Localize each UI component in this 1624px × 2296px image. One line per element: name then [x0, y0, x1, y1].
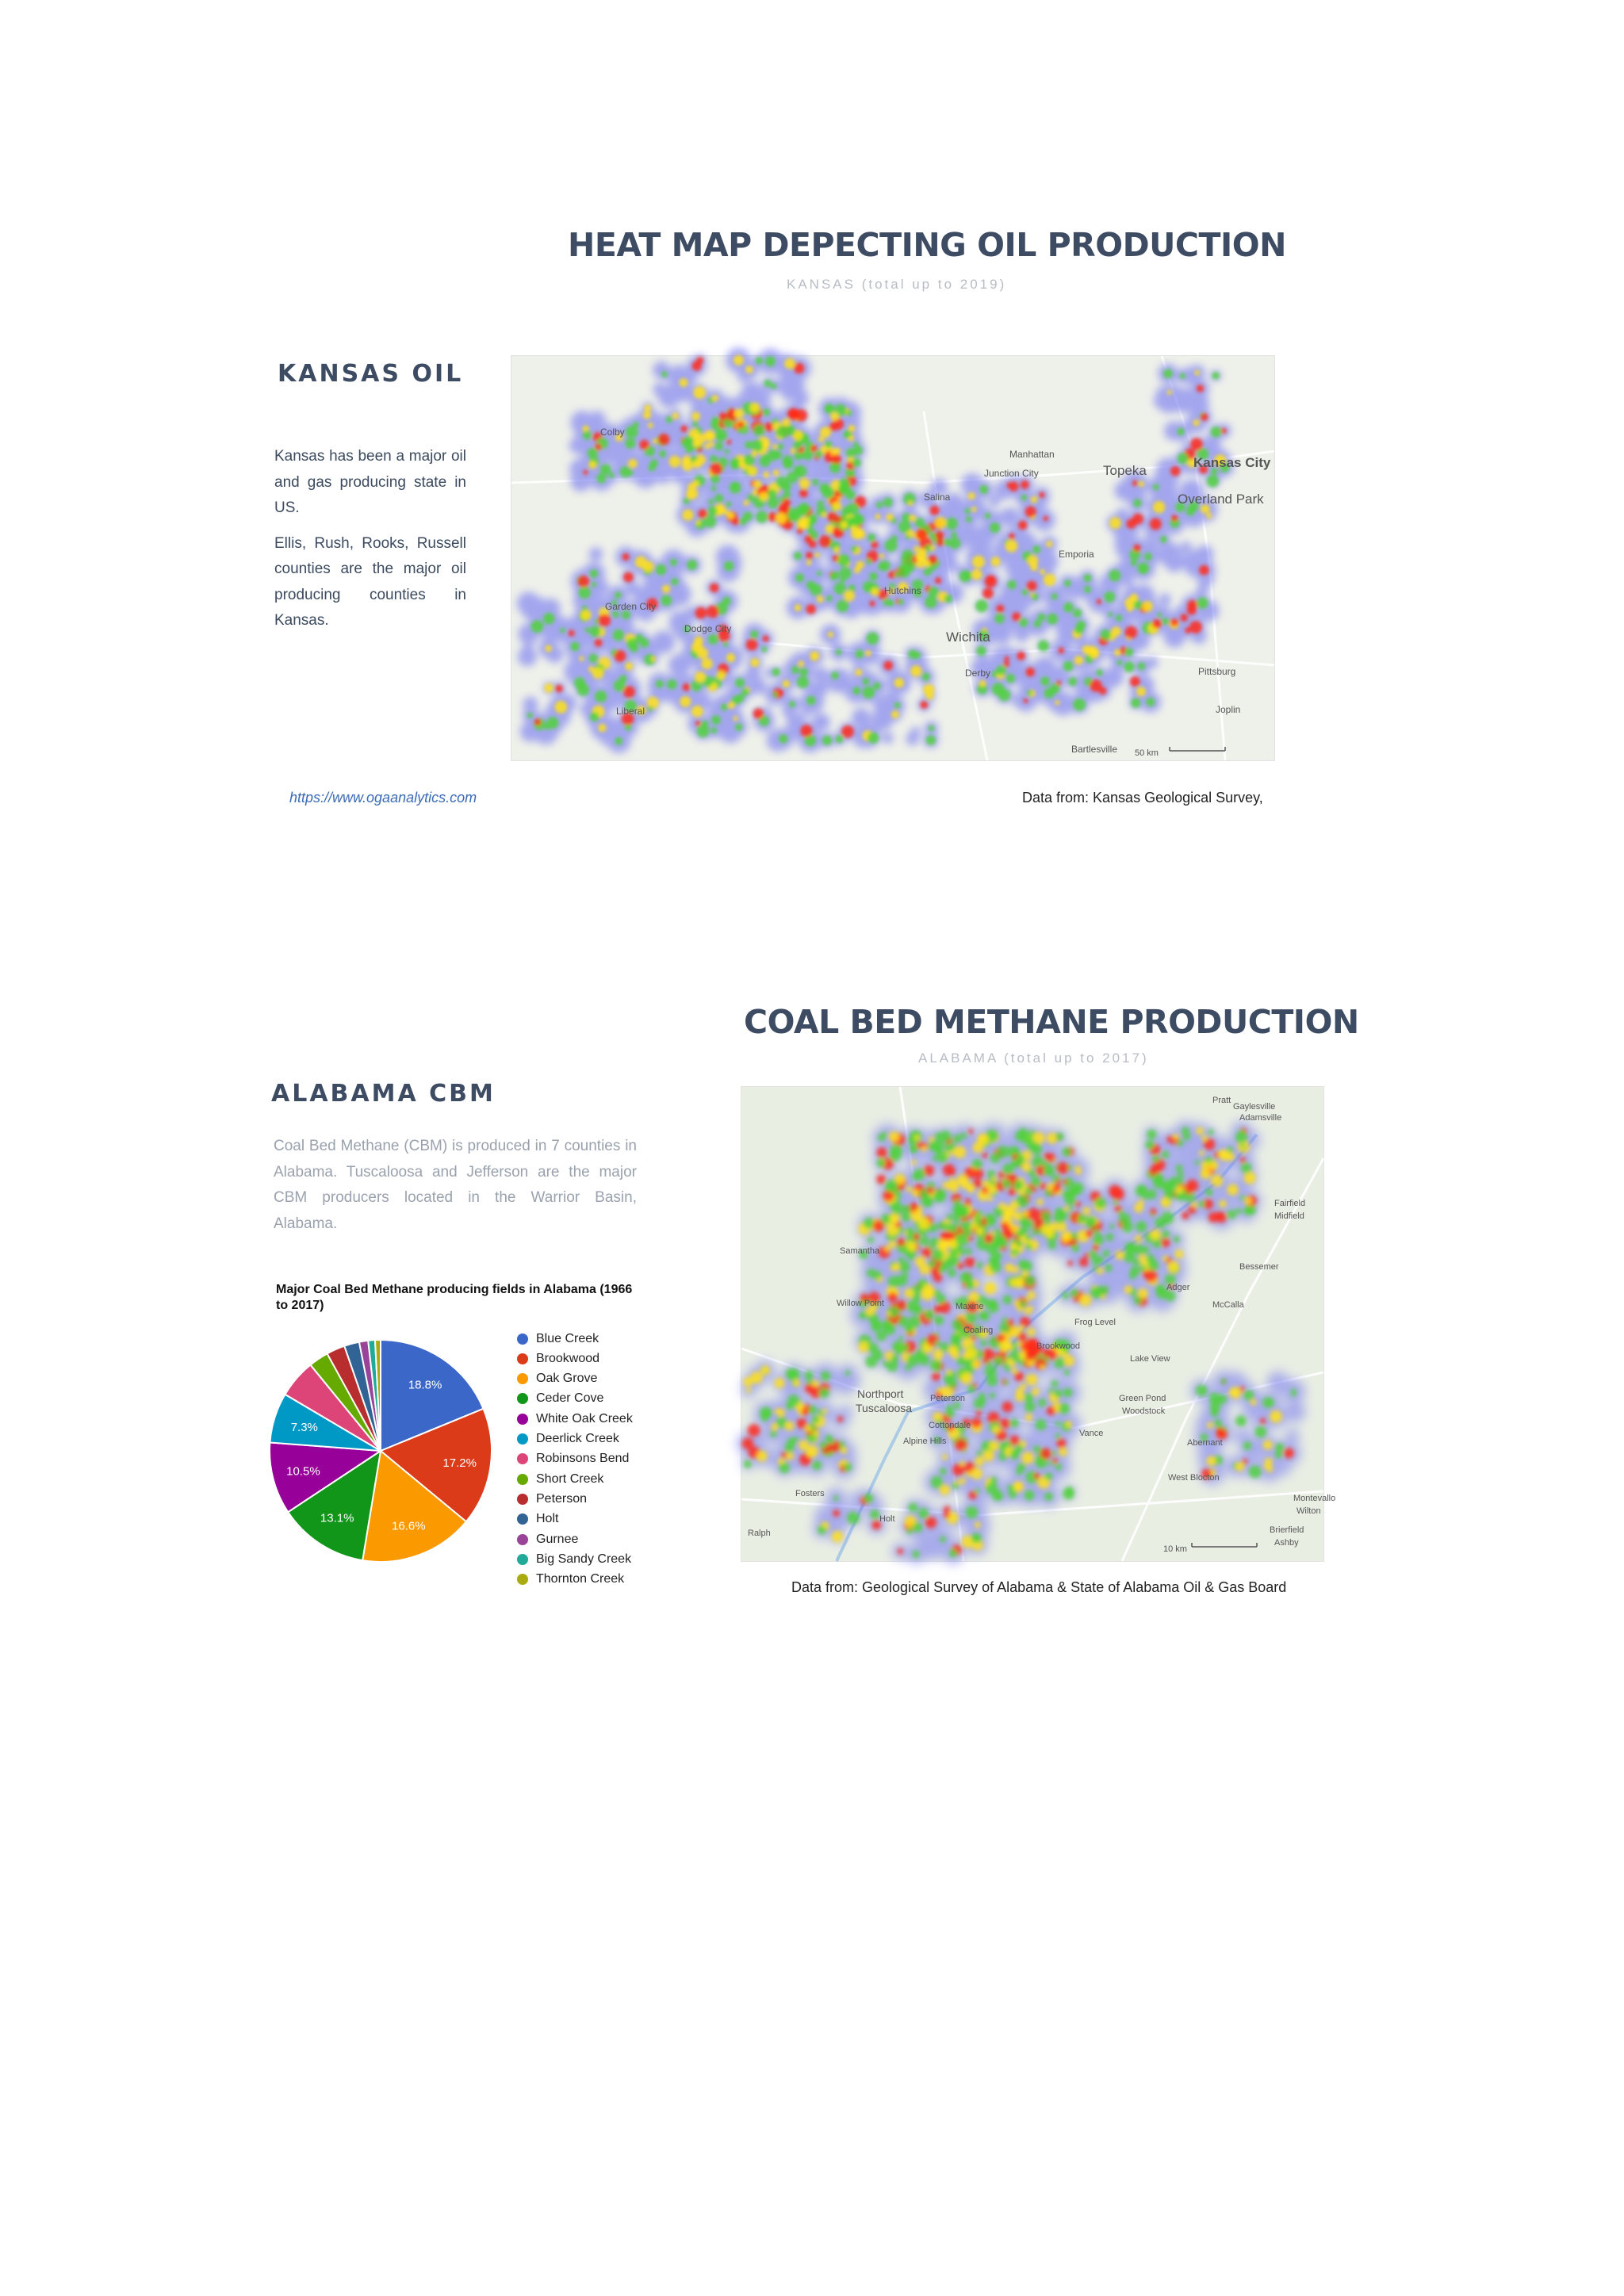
kansas-place-label: Liberal — [616, 706, 645, 717]
legend-label: Blue Creek — [536, 1331, 599, 1345]
legend-label: Big Sandy Creek — [536, 1552, 632, 1566]
alabama-place-label: Brookwood — [1036, 1341, 1081, 1351]
alabama-place-label: Willow Point — [837, 1299, 884, 1308]
legend-swatch — [517, 1513, 528, 1525]
legend-swatch — [517, 1474, 528, 1485]
legend-item-blue-creek[interactable] — [517, 1329, 599, 1349]
alabama-place-label: Ralph — [748, 1529, 771, 1538]
kansas-place-label: Wichita — [946, 629, 990, 645]
alabama-place-label: Frog Level — [1074, 1318, 1116, 1327]
kansas-paragraph-2: Ellis, Rush, Rooks, Russell counties are the major oil producing counties in Kansas. — [274, 534, 466, 629]
alabama-place-label: Adger — [1166, 1283, 1190, 1292]
kansas-place-label: Dodge City — [684, 623, 732, 634]
alabama-paragraph: Coal Bed Methane (CBM) is produced in 7 counties in Alabama. Tuscaloosa and Jefferson are the major CBM producers located in the Warrior Basin, Alabama. — [274, 1138, 637, 1232]
legend-item-white-oak-creek[interactable] — [517, 1409, 633, 1429]
legend-swatch — [517, 1433, 528, 1445]
alabama-place-label: Vance — [1079, 1429, 1104, 1438]
alabama-place-label: Peterson — [930, 1394, 966, 1403]
cbm-pie-chart[interactable] — [270, 1324, 508, 1594]
kansas-paragraph-1: Kansas has been a major oil and gas producing state in US. — [274, 448, 466, 516]
pie-slice-label: 17.2% — [442, 1456, 477, 1471]
pie-slice-label: 7.3% — [290, 1420, 318, 1434]
kansas-place-label: Hutchins — [884, 585, 921, 596]
legend-swatch — [517, 1453, 528, 1464]
pie-legend — [517, 1329, 652, 1598]
alabama-place-label: Woodstock — [1122, 1406, 1166, 1416]
kansas-place-label: Pittsburg — [1198, 666, 1236, 677]
legend-label: Holt — [536, 1512, 559, 1526]
kansas-place-label: Overland Park — [1178, 492, 1264, 507]
alabama-place-label: Bessemer — [1239, 1262, 1279, 1272]
alabama-place-label: Ashby — [1274, 1538, 1299, 1548]
legend-swatch — [517, 1554, 528, 1565]
legend-item-peterson[interactable] — [517, 1489, 587, 1509]
kansas-place-label: Derby — [965, 668, 991, 679]
kansas-heat-map[interactable] — [511, 355, 1275, 761]
kansas-place-label: Bartlesville — [1071, 744, 1118, 755]
alabama-heat-map[interactable] — [741, 1086, 1336, 1562]
alabama-place-label: Holt — [879, 1514, 895, 1524]
legend-item-short-creek[interactable] — [517, 1469, 603, 1489]
alabama-place-label: Abernant — [1187, 1438, 1223, 1448]
legend-label: Robinsons Bend — [536, 1452, 630, 1466]
legend-label: Oak Grove — [536, 1372, 598, 1386]
legend-label: Thornton Creek — [536, 1572, 625, 1586]
kansas-scale-label: 50 km — [1135, 748, 1159, 758]
legend-swatch — [517, 1373, 528, 1384]
alabama-place-label: Pratt — [1212, 1096, 1231, 1105]
legend-label: Gurnee — [536, 1532, 579, 1546]
legend-item-brookwood[interactable] — [517, 1349, 599, 1368]
alabama-scale-label: 10 km — [1163, 1544, 1187, 1554]
alabama-subheading: ALABAMA (total up to 2017) — [918, 1050, 1149, 1066]
kansas-subheading: KANSAS (total up to 2019) — [787, 277, 1007, 292]
kansas-credit: Data from: Kansas Geological Survey, — [1022, 790, 1263, 806]
pie-slice-label: 13.1% — [320, 1511, 354, 1525]
legend-swatch — [517, 1353, 528, 1364]
legend-label: Brookwood — [536, 1351, 600, 1365]
alabama-place-label: Midfield — [1274, 1211, 1304, 1221]
kansas-heading: HEAT MAP DEPECTING OIL PRODUCTION — [568, 226, 1286, 264]
alabama-place-label: Coaling — [963, 1326, 994, 1335]
legend-swatch — [517, 1334, 528, 1345]
kansas-place-label: Joplin — [1216, 704, 1241, 715]
legend-item-ceder-cove[interactable] — [517, 1389, 603, 1409]
alabama-place-label: Gaylesville — [1233, 1102, 1276, 1112]
alabama-place-label: Maxine — [956, 1302, 984, 1311]
legend-item-thornton-creek[interactable] — [517, 1570, 624, 1590]
legend-label: Ceder Cove — [536, 1391, 604, 1406]
kansas-side-title: KANSAS OIL — [278, 360, 464, 388]
alabama-place-label: Northport — [857, 1387, 904, 1400]
alabama-place-label: West Blocton — [1168, 1473, 1220, 1483]
legend-label: Short Creek — [536, 1471, 604, 1486]
legend-swatch — [517, 1534, 528, 1545]
alabama-place-label: Brierfield — [1270, 1525, 1304, 1535]
pie-chart-title: Major Coal Bed Methane producing fields in Alabama (1966 to 2017) — [276, 1283, 633, 1312]
ogaanalytics-link[interactable]: https://www.ogaanalytics.com — [289, 790, 477, 806]
alabama-place-label: Cottondale — [929, 1421, 971, 1430]
alabama-place-label: Alpine Hills — [903, 1437, 947, 1446]
pie-slice-label: 16.6% — [392, 1519, 426, 1533]
legend-label: White Oak Creek — [536, 1411, 633, 1425]
alabama-place-label: McCalla — [1212, 1300, 1244, 1310]
kansas-place-label: Junction City — [984, 468, 1039, 479]
alabama-place-label: Samantha — [840, 1246, 880, 1256]
alabama-credit: Data from: Geological Survey of Alabama & State of Alabama Oil & Gas Board — [791, 1579, 1287, 1595]
legend-label: Deerlick Creek — [536, 1432, 619, 1445]
legend-swatch — [517, 1393, 528, 1404]
alabama-place-label: Lake View — [1130, 1354, 1170, 1364]
legend-swatch — [517, 1574, 528, 1585]
alabama-place-label: Wilton — [1297, 1506, 1321, 1516]
alabama-place-label: Adamsville — [1239, 1113, 1282, 1123]
kansas-place-label: Topeka — [1103, 463, 1147, 478]
alabama-place-label: Green Pond — [1119, 1394, 1166, 1403]
kansas-place-label: Kansas City — [1193, 455, 1271, 470]
legend-label: Peterson — [536, 1491, 588, 1506]
legend-swatch — [517, 1494, 528, 1505]
legend-item-big-sandy-creek[interactable] — [517, 1549, 631, 1569]
alabama-place-label: Montevallo — [1293, 1494, 1336, 1503]
legend-item-holt[interactable] — [517, 1510, 558, 1529]
legend-item-gurnee[interactable] — [517, 1529, 578, 1549]
alabama-place-label: Fairfield — [1274, 1199, 1306, 1208]
alabama-side-title: ALABAMA CBM — [271, 1080, 496, 1108]
legend-item-deerlick-creek[interactable] — [517, 1429, 619, 1449]
kansas-place-label: Garden City — [605, 601, 657, 612]
kansas-place-label: Manhattan — [1009, 449, 1055, 460]
kansas-place-label: Salina — [924, 492, 951, 503]
pie-slice-label: 18.8% — [408, 1378, 442, 1392]
pie-slice-label: 10.5% — [286, 1464, 320, 1479]
alabama-place-label: Fosters — [795, 1489, 825, 1498]
kansas-description — [274, 444, 466, 644]
legend-item-oak-grove[interactable] — [517, 1369, 597, 1389]
legend-item-robinsons-bend[interactable] — [517, 1449, 629, 1469]
alabama-heading: COAL BED METHANE PRODUCTION — [744, 1003, 1359, 1041]
alabama-description — [274, 1134, 637, 1246]
alabama-place-label: Tuscaloosa — [856, 1402, 913, 1414]
kansas-place-label: Colby — [600, 427, 625, 438]
legend-swatch — [517, 1414, 528, 1425]
kansas-place-label: Emporia — [1059, 549, 1094, 560]
